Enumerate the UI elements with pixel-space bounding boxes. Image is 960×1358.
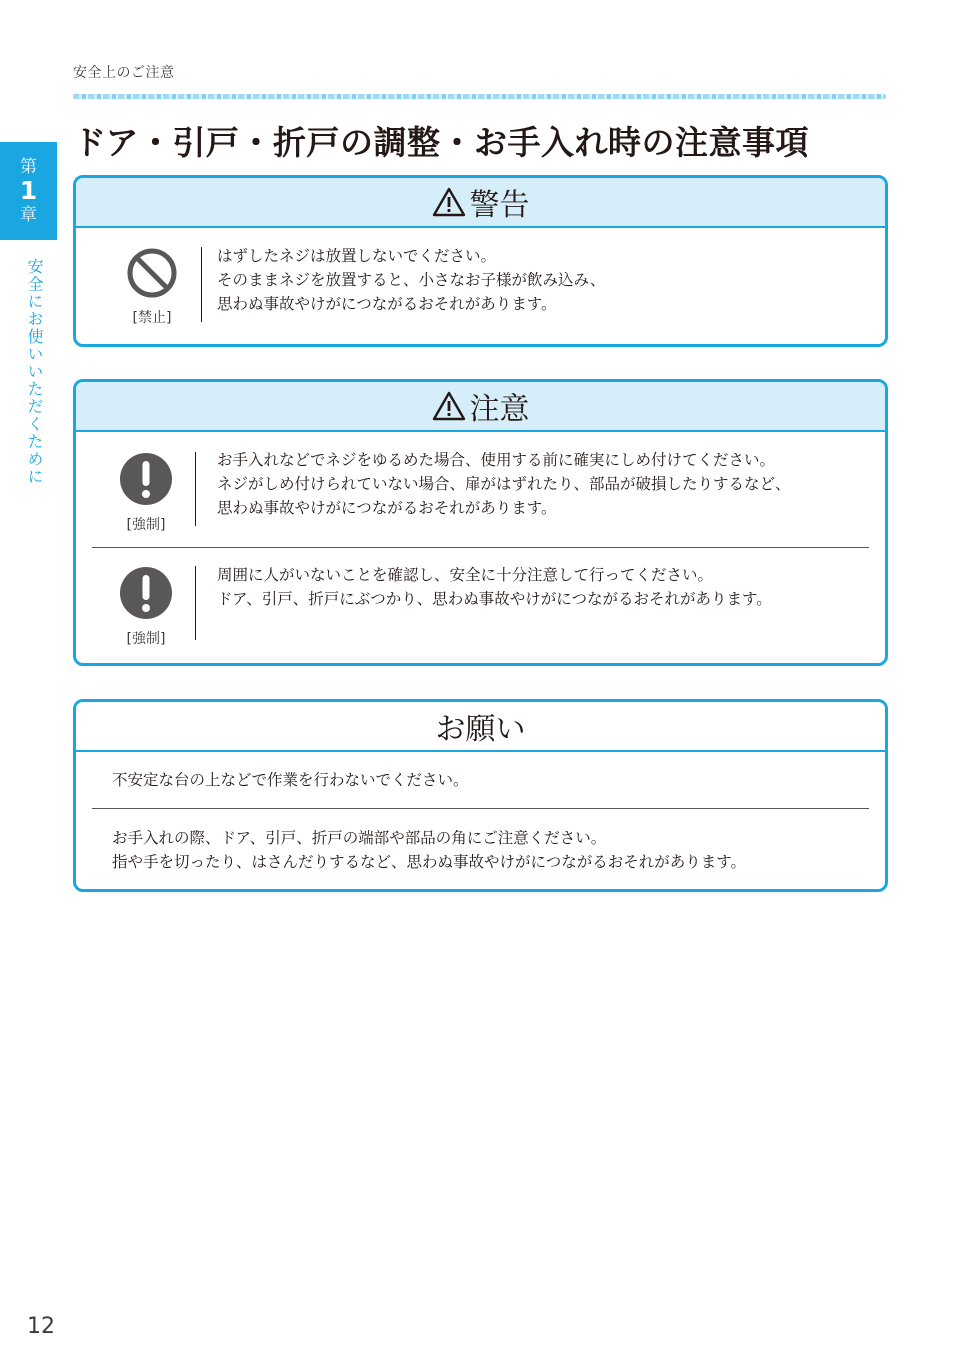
page-number: 12 <box>27 1314 55 1339</box>
mandatory-exclamation-icon <box>119 452 173 506</box>
chapter-prefix: 第 <box>20 157 37 177</box>
mandatory-caption: [強制] <box>126 517 166 533</box>
mandatory-caption: [強制] <box>126 631 166 647</box>
chapter-suffix: 章 <box>20 205 37 225</box>
text-line: 周囲に人がいないことを確認し、安全に十分注意して行ってください。 <box>217 566 714 584</box>
text-line: 思わぬ事故やけがにつながるおそれがあります。 <box>217 295 557 313</box>
caution-heading: 注意 <box>469 392 530 427</box>
page-title: ドア・引戸・折戸の調整・お手入れ時の注意事項 <box>73 123 810 162</box>
chapter-number: 1 <box>19 176 38 205</box>
warning-heading: 警告 <box>469 188 530 223</box>
prohibition-symbol <box>112 247 192 327</box>
item-divider-line <box>201 247 202 322</box>
prohibition-icon <box>126 247 178 299</box>
warning-item <box>76 228 885 343</box>
chapter-side-label: 安全にお使いいただくために <box>25 258 44 486</box>
warning-text <box>217 244 605 316</box>
warning-header <box>76 178 885 228</box>
caution-box <box>73 379 888 666</box>
warning-triangle-icon <box>432 186 466 218</box>
section-divider <box>92 547 869 548</box>
mandatory-exclamation-icon <box>119 566 173 620</box>
caution-text <box>217 563 772 611</box>
request-box <box>73 699 888 892</box>
prohibition-caption: [禁止] <box>132 310 172 326</box>
text-line: はずしたネジは放置しないでください。 <box>217 247 497 265</box>
text-line: お手入れなどでネジをゆるめた場合、使用する前に確実にしめ付けてください。 <box>217 451 776 469</box>
item-divider-line <box>195 566 196 640</box>
caution-item <box>76 432 885 548</box>
header-rule <box>73 94 886 99</box>
warning-triangle-icon <box>432 390 466 422</box>
text-line: ドア、引戸、折戸にぶつかり、思わぬ事故やけがにつながるおそれがあります。 <box>217 590 772 608</box>
request-text: お手入れの際、ドア、引戸、折戸の端部や部品の角にご注意ください。 <box>112 829 607 847</box>
caution-item <box>76 549 885 661</box>
warning-box <box>73 175 888 347</box>
request-text: 指や手を切ったり、はさんだりするなど、思わぬ事故やけがにつながるおそれがあります。 <box>112 853 746 871</box>
text-line: 思わぬ事故やけがにつながるおそれがあります。 <box>217 499 557 517</box>
item-divider-line <box>195 452 196 526</box>
mandatory-symbol <box>106 452 186 534</box>
text-line: ネジがしめ付けられていない場合、扉がはずれたり、部品が破損したりするなど、 <box>217 475 791 493</box>
request-text: 不安定な台の上などで作業を行わないでください。 <box>112 771 469 789</box>
request-header <box>76 702 885 752</box>
chapter-tab <box>0 142 57 240</box>
caution-text <box>217 448 791 520</box>
mandatory-symbol <box>106 566 186 648</box>
request-heading: お願い <box>435 712 526 747</box>
section-divider <box>92 808 869 809</box>
section-label: 安全上のご注意 <box>73 65 175 81</box>
text-line: そのままネジを放置すると、小さなお子様が飲み込み、 <box>217 271 606 289</box>
caution-header <box>76 382 885 432</box>
